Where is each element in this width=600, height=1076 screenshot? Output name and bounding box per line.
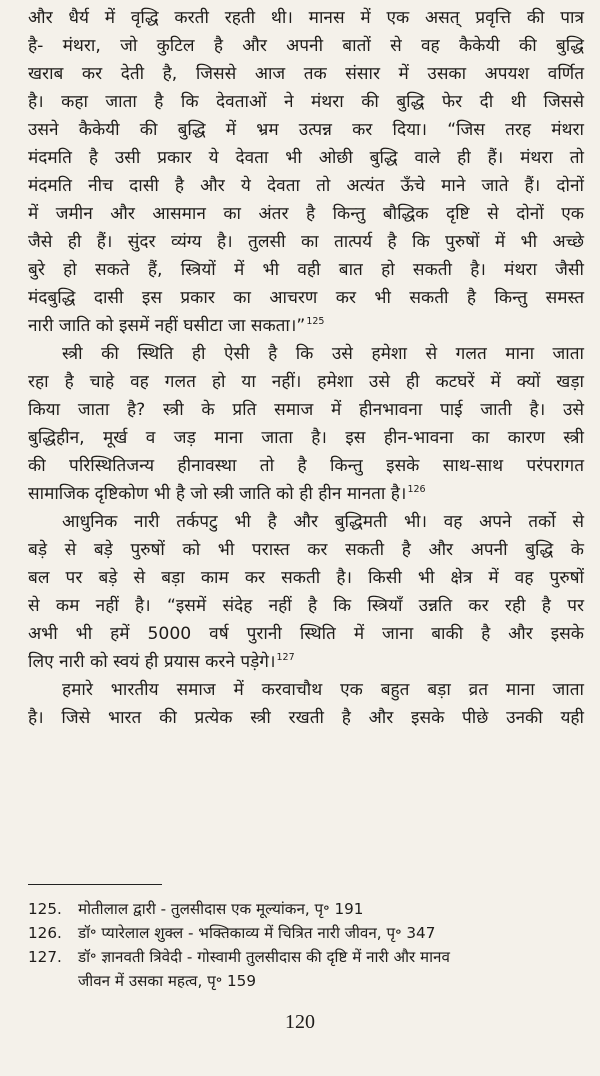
footnote-number: 125. — [28, 900, 62, 918]
text-line: में जमीन और आसमान का अंतर है किन्तु बौद्धिक दृष्टि से दोनों एक — [28, 204, 584, 224]
text-line: जैसे ही हैं। सुंदर व्यंग्य है। तुलसी का तात्पर्य है कि पुरुषों में भी अच्छे — [28, 232, 584, 252]
text-line: किया जाता है? स्त्री के प्रति समाज में हीनभावना पाई जाती है। उसे — [28, 400, 584, 420]
text-line: की परिस्थितिजन्य हीनावस्था तो है किन्तु इसके साथ-साथ परंपरागत — [28, 456, 584, 476]
text-line: से कम नहीं है। “इसमें संदेह नहीं है कि स्त्रियाँ उन्नति कर रही है पर — [28, 596, 584, 616]
text-line: बल पर बड़े से बड़ा काम कर सकती है। किसी भी क्षेत्र में वह पुरुषों — [28, 568, 584, 588]
text-line: बड़े से बड़े पुरुषों को भी परास्त कर सकती है और अपनी बुद्धि के — [28, 540, 584, 560]
text-line: आधुनिक नारी तर्कपटु भी है और बुद्धिमती भी। वह अपने तर्को से — [62, 512, 584, 532]
text-line: है। कहा जाता है कि देवताओं ने मंथरा की बुद्धि फेर दी थी जिससे — [28, 92, 584, 112]
text-line: है। जिसे भारत की प्रत्येक स्त्री रखती है और इसके पीछे उनकी यही — [28, 708, 584, 728]
text-line: बुद्धिहीन, मूर्ख व जड़ माना जाता है। इस हीन-भावना का कारण स्त्री — [28, 428, 584, 448]
text-line: उसने कैकेयी की बुद्धि में भ्रम उत्पन्न कर दिया। “जिस तरह मंथरा — [28, 120, 584, 140]
footnote-ref: 126 — [407, 484, 426, 496]
page-number: 120 — [285, 1011, 315, 1033]
text-line-content: नारी जाति को इसमें नहीं घसीटा जा सकता।” — [28, 316, 306, 336]
text-line: बुरे हो सकते हैं, स्त्रियों में भी वही बात हो सकती है। मंथरा जैसी — [28, 260, 584, 280]
text-line: मंदमति है उसी प्रकार ये देवता भी ओछी बुद्धि वाले ही हैं। मंथरा तो — [28, 148, 584, 168]
footnote-text: मोतीलाल द्वारी - तुलसीदास एक मूल्यांकन, पृ॰ 191 — [78, 900, 364, 918]
text-line: स्त्री की स्थिति ही ऐसी है कि उसे हमेशा से गलत माना जाता — [62, 344, 584, 364]
footnote-text: जीवन में उसका महत्व, पृ॰ 159 — [78, 972, 257, 990]
text-line — [28, 482, 426, 506]
text-line: मंदमति नीच दासी है और ये देवता तो अत्यंत ऊँचे माने जाते हैं। दोनों — [28, 176, 584, 196]
footnote-number: 127. — [28, 948, 62, 966]
text-line: रहा है चाहे वह गलत हो या नहीं। हमेशा उसे ही कटघरें में क्यों खड़ा — [28, 372, 584, 392]
footnote-ref: 125 — [306, 316, 325, 328]
text-line: अभी भी हमें 5000 वर्ष पुरानी स्थिति में जाना बाकी है और इसके — [28, 624, 584, 644]
footnote-ref: 127 — [276, 652, 295, 664]
footnote-separator — [28, 884, 162, 885]
text-line: हमारे भारतीय समाज में करवाचौथ एक बहुत बड़ा व्रत माना जाता — [62, 680, 584, 700]
footnote-text: डॉ॰ प्यारेलाल शुक्ल - भक्तिकाव्य में चित्रित नारी जीवन, पृ॰ 347 — [78, 924, 436, 942]
text-line-content: सामाजिक दृष्टिकोण भी है जो स्त्री जाति को ही हीन मानता है। — [28, 484, 407, 504]
text-line: है- मंथरा, जो कुटिल है और अपनी बातों से वह कैकेयी की बुद्धि — [28, 36, 584, 56]
text-line: और धैर्य में वृद्धि करती रहती थी। मानस में एक असत् प्रवृत्ति की पात्र — [28, 8, 584, 28]
footnote-number: 126. — [28, 924, 62, 942]
text-line: खराब कर देती है, जिससे आज तक संसार में उसका अपयश वर्णित — [28, 64, 584, 84]
text-line — [28, 650, 295, 674]
footnote-text: डॉ॰ ज्ञानवती त्रिवेदी - गोस्वामी तुलसीदास की दृष्टि में नारी और मानव — [78, 948, 450, 966]
text-line-content: लिए नारी को स्वयं ही प्रयास करने पड़ेगे। — [28, 652, 276, 672]
text-line: मंदबुद्धि दासी इस प्रकार का आचरण कर भी सकती है किन्तु समस्त — [28, 288, 584, 308]
text-line — [28, 314, 324, 338]
